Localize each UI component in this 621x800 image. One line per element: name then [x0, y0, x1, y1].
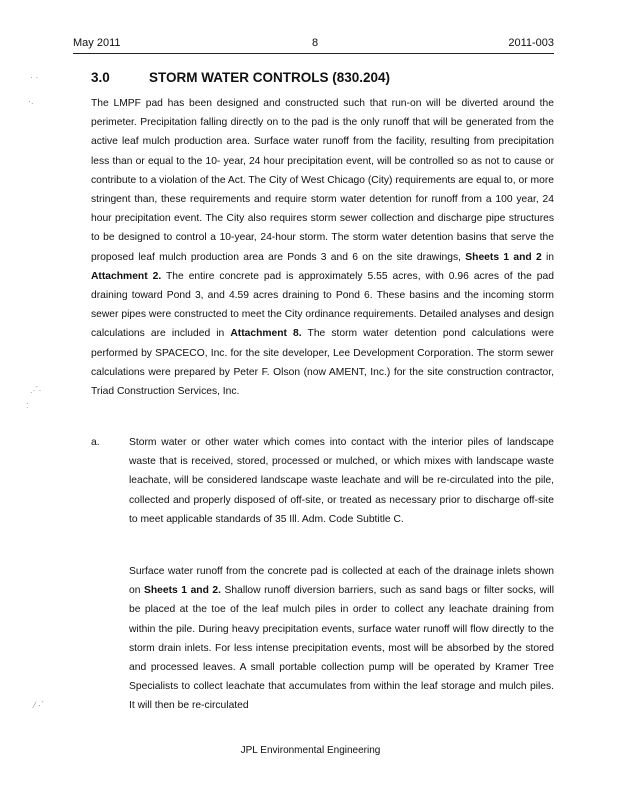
- section-number: 3.0: [91, 70, 110, 85]
- section-heading: [91, 70, 390, 85]
- list-item-a-text: Storm water or other water which comes into contact with the interior piles of landscape waste that is received, stored, processed or mulched, or which mixes with landscape waste leachate, will be considered landscape waste leachate and will be re-circulated into the pile, collected and properly disposed of off-site, or treated as necessary prior to discharge off-site to meet applicable standards of 35 Ill. Adm. Code Subtitle C.: [129, 437, 554, 525]
- page-header: [73, 37, 554, 54]
- paragraph-text: in: [541, 251, 554, 263]
- paragraph-intro: [91, 94, 554, 401]
- attachment-2-reference: Attachment 2.: [91, 270, 162, 282]
- header-date: May 2011: [73, 37, 121, 49]
- paragraph-text: The LMPF pad has been designed and constructed such that run-on will be diverted around the perimeter. Precipitation falling directly on to the pad is the only runoff that will be generated from the active leaf mulch production area. Surface water runoff from the facility, resulting from precipitation less than or equal to the 10- year, 24 hour precipitation event, will be controlled so as not to cause or contribute to a violation of the Act. The City of West Chicago (City) requirements are equal to, or more stringent than, these requirements and require storm water detention for runoff from a 100 year, 24 hour precipitation event. The City also requires storm sewer collection and discharge pipe structures to be designed to control a 10-year, 24-hour storm. The storm water detention basins that serve the proposed leaf mulch production area are Ponds 3 and 6 on the site drawings,: [91, 98, 554, 263]
- header-doc-number: 2011-003: [508, 37, 554, 49]
- scan-artifact: .·´·: [30, 385, 42, 395]
- paragraph-text: Surface water runoff from the concrete pad is collected at each of the drainage inlets shown on: [129, 566, 554, 597]
- scan-artifact: :: [26, 400, 29, 410]
- scan-artifact: ⁄ ·`: [34, 700, 44, 710]
- attachment-8-reference: Attachment 8.: [230, 328, 302, 340]
- paragraph-runoff: [129, 562, 554, 716]
- paragraph-text: The entire concrete pad is approximately 5.55 acres, with 0.96 acres of the pad draining toward Pond 3, and 4.59 acres draining to Pond 6. These basins and the incoming storm sewer pipes were constructed to meet the City ordinance requirements. Detailed analyses and design calculations are included in: [91, 270, 554, 340]
- sheets-reference: Sheets 1 and 2.: [144, 585, 221, 597]
- header-page-number: 8: [312, 37, 319, 49]
- page-footer: JPL Environmental Engineering: [240, 745, 381, 756]
- paragraph-text: Shallow runoff diversion barriers, such as sand bags or filter socks, will be placed at the toe of the leaf mulch piles in order to collect any leachate draining from within the pile. During heavy precipitation events, surface water runoff will flow directly to the storm drain inlets. For less intense precipitation events, most will be absorbed by the stored and processed leaves. A small portable collection pump will be operated by Kramer Tree Specialists to collect leachate that accumulates from within the leaf storage and mulch piles. It will then be re-circulated: [129, 585, 554, 712]
- scan-artifact: ·.: [28, 96, 34, 106]
- sheets-reference: Sheets 1 and 2: [465, 251, 542, 263]
- scan-artifact: · ·: [30, 72, 39, 82]
- list-item-label: a.: [91, 437, 100, 448]
- paragraph-text: The storm water detention pond calculations were performed by SPACECO, Inc. for the site developer, Lee Development Corporation. The storm sewer calculations were prepared by Peter F. Olson (now AMENT, Inc.) for the site construction contractor, Triad Construction Services, Inc.: [91, 328, 554, 398]
- section-title: STORM WATER CONTROLS (830.204): [149, 70, 391, 85]
